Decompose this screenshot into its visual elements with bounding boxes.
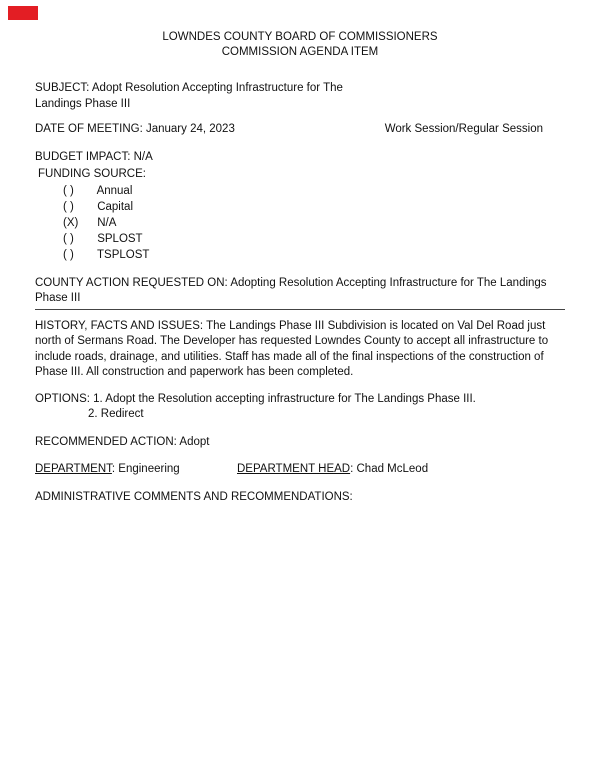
options-line1 bbox=[35, 392, 565, 408]
budget-value: N/A bbox=[133, 150, 153, 163]
funding-option-label: Annual bbox=[96, 184, 133, 197]
options-block bbox=[35, 392, 565, 423]
county-action-text: Adopting Resolution Accepting Infrastructure for The Landings Phase III bbox=[35, 276, 547, 305]
funding-source-label: FUNDING SOURCE: bbox=[38, 168, 146, 181]
checkbox-splost: ( ) bbox=[63, 232, 74, 245]
funding-option-tsplost bbox=[63, 247, 565, 263]
funding-option-label: N/A bbox=[97, 216, 117, 229]
funding-options-list bbox=[35, 183, 565, 263]
history-text: The Landings Phase III Subdivision is located on Val Del Road just north of Sermans Road. The Developer has requested Lowndes County to accept all infrastructure to include roads, drainage, and utilities. Staff has made all of the final inspections of the construction of Phase III. All construction and paperwork has been completed. bbox=[35, 319, 549, 379]
meeting-date-row bbox=[35, 122, 565, 138]
document-header bbox=[35, 30, 565, 60]
department-separator: : bbox=[111, 463, 119, 476]
department-head-line bbox=[237, 462, 428, 478]
subject-line bbox=[35, 81, 385, 112]
board-title: LOWNDES COUNTY BOARD OF COMMISSIONERS bbox=[162, 31, 438, 43]
checkbox-capital: ( ) bbox=[63, 200, 74, 213]
agenda-item-title: COMMISSION AGENDA ITEM bbox=[221, 46, 379, 58]
funding-option-label: TSPLOST bbox=[97, 248, 150, 261]
department-label: DEPARTMENT bbox=[35, 463, 112, 476]
history-facts-issues bbox=[35, 319, 565, 381]
checkbox-annual: ( ) bbox=[63, 184, 74, 197]
subject-text: Adopt Resolution Accepting Infrastructure for The Landings Phase III bbox=[35, 82, 343, 110]
option-2: 2. Redirect bbox=[88, 408, 144, 421]
checkbox-tsplost: ( ) bbox=[63, 248, 74, 261]
date-value: January 24, 2023 bbox=[145, 123, 235, 136]
red-corner-marker bbox=[8, 6, 38, 20]
funding-option-label: Capital bbox=[97, 200, 134, 213]
checkbox-na-checked: (X) bbox=[63, 216, 79, 229]
recommended-action-line bbox=[35, 435, 565, 451]
session-type: Work Session/Regular Session bbox=[384, 123, 543, 136]
county-action-line bbox=[35, 276, 565, 310]
department-row bbox=[35, 462, 565, 478]
admin-comments-label: ADMINISTRATIVE COMMENTS AND RECOMMENDATIONS: bbox=[35, 490, 353, 503]
funding-option-label: SPLOST bbox=[97, 232, 143, 245]
recommended-value: Adopt bbox=[179, 435, 210, 448]
funding-option-splost bbox=[63, 231, 565, 247]
options-label: OPTIONS: bbox=[35, 392, 90, 405]
subject-label: SUBJECT: bbox=[35, 82, 90, 94]
budget-impact-line bbox=[35, 150, 565, 166]
funding-option-annual bbox=[63, 183, 565, 199]
budget-label: BUDGET IMPACT: bbox=[35, 150, 131, 163]
department-line bbox=[35, 462, 237, 478]
department-head-value: Chad McLeod bbox=[356, 463, 429, 476]
recommended-label: RECOMMENDED ACTION: bbox=[35, 435, 177, 448]
option-1: 1. Adopt the Resolution accepting infrastructure for The Landings Phase III. bbox=[93, 392, 476, 405]
department-head-separator: : bbox=[350, 463, 357, 476]
date-label: DATE OF MEETING: bbox=[35, 123, 143, 136]
funding-option-capital bbox=[63, 199, 565, 215]
department-head-label: DEPARTMENT HEAD bbox=[237, 463, 351, 476]
department-value: Engineering bbox=[118, 463, 180, 476]
funding-option-na bbox=[63, 215, 565, 231]
history-label: HISTORY, FACTS AND ISSUES: bbox=[35, 319, 204, 332]
county-action-label: COUNTY ACTION REQUESTED ON: bbox=[35, 276, 228, 289]
date-of-meeting bbox=[35, 122, 235, 138]
